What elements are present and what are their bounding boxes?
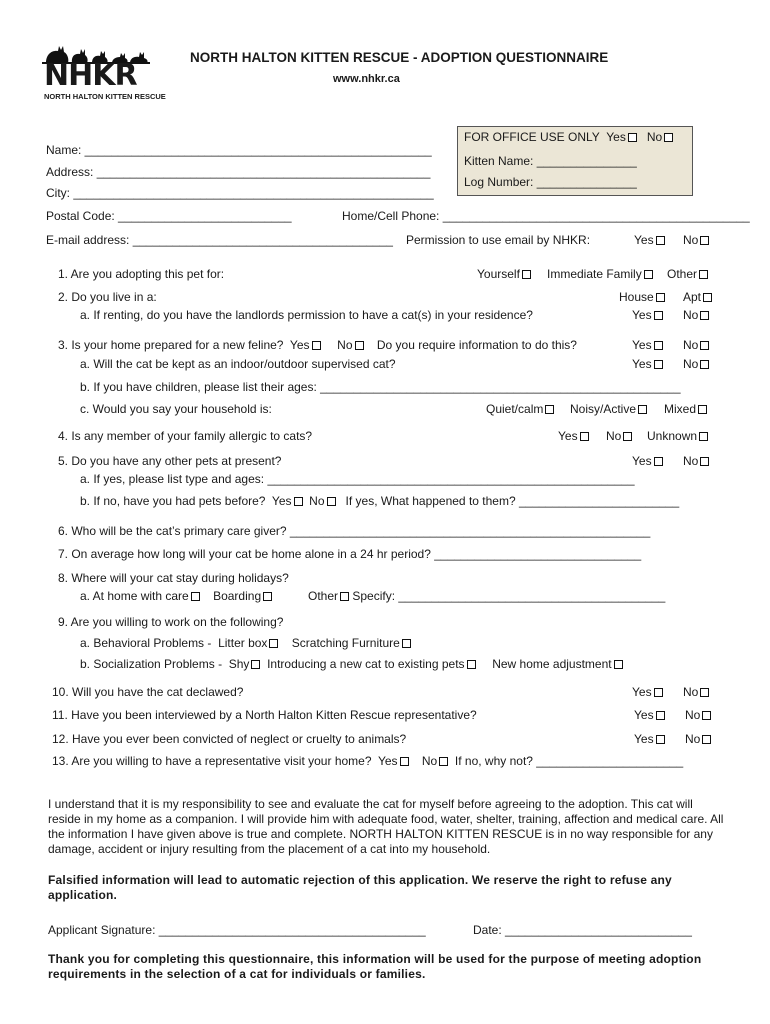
- checkbox[interactable]: [614, 660, 623, 669]
- q1-family[interactable]: Immediate Family: [547, 267, 653, 281]
- email-permission-label: Permission to use email by NHKR:: [406, 233, 591, 247]
- q2-house[interactable]: House: [619, 290, 665, 304]
- q11-yes[interactable]: Yes: [634, 708, 665, 722]
- q3-info-yes[interactable]: Yes: [632, 338, 663, 352]
- checkbox[interactable]: [699, 270, 708, 279]
- declaration-text: I understand that it is my responsibility to see and evaluate the cat for myself before agreeing to the adoption. This cat will reside in my home as a companion. I will provide him with adequate food, water, shelter, training, affection and medical care. All the information I have given above is true and complete. NORTH HALTON KITTEN RESCUE is in no way responsible for any damage, accident or injury resulting from the placement of a cat into my household.: [48, 797, 724, 856]
- checkbox[interactable]: [654, 457, 663, 466]
- checkbox[interactable]: [545, 405, 554, 414]
- question-8: 8. Where will your cat stay during holidays?: [58, 571, 289, 585]
- q4-unknown[interactable]: Unknown: [647, 429, 708, 443]
- checkbox[interactable]: [191, 592, 200, 601]
- question-5: 5. Do you have any other pets at present?: [58, 454, 282, 468]
- question-5b: b. If no, have you had pets before? Yes No If yes, What happened to them? ________________________: [80, 494, 680, 508]
- logo-letters: NHKR: [44, 58, 137, 93]
- warning-text: Falsified information will lead to automatic rejection of this application. We reserve the right to refuse any application.: [48, 873, 672, 902]
- question-7[interactable]: 7. On average how long will your cat be home alone in a 24 hr period? _______________________________: [58, 547, 642, 561]
- checkbox[interactable]: [402, 639, 411, 648]
- website-url: www.nhkr.ca: [333, 73, 400, 85]
- q12-yes[interactable]: Yes: [634, 732, 665, 746]
- checkbox[interactable]: [312, 341, 321, 350]
- question-3a: a. Will the cat be kept as an indoor/outdoor supervised cat?: [80, 357, 396, 371]
- email-permission-yes[interactable]: Yes: [634, 233, 665, 247]
- office-heading: FOR OFFICE USE ONLY Yes No: [464, 130, 673, 144]
- question-2a: a. If renting, do you have the landlords permission to have a cat(s) in your residence?: [80, 308, 533, 322]
- date-field[interactable]: Date: ____________________________: [473, 923, 692, 937]
- checkbox[interactable]: [327, 497, 336, 506]
- checkbox[interactable]: [467, 660, 476, 669]
- q10-yes[interactable]: Yes: [632, 685, 663, 699]
- checkbox[interactable]: [700, 311, 709, 320]
- checkbox[interactable]: [439, 757, 448, 766]
- question-10: 10. Will you have the cat declawed?: [52, 685, 244, 699]
- log-number-field[interactable]: Log Number: _______________: [464, 175, 637, 189]
- checkbox[interactable]: [700, 360, 709, 369]
- checkbox[interactable]: [654, 688, 663, 697]
- signature-field[interactable]: Applicant Signature: ________________________________________: [48, 923, 426, 937]
- question-3c: c. Would you say your household is:: [80, 402, 272, 416]
- checkbox[interactable]: [656, 236, 665, 245]
- checkbox[interactable]: [580, 432, 589, 441]
- question-6[interactable]: 6. Who will be the cat’s primary care giver? ______________________________________________________: [58, 524, 651, 538]
- city-field[interactable]: City: ______________________________________________________: [46, 186, 434, 200]
- question-2: 2. Do you live in a:: [58, 290, 157, 304]
- question-9a: a. Behavioral Problems - Litter box Scratching Furniture: [80, 636, 411, 650]
- question-3b[interactable]: b. If you have children, please list their ages: ______________________________________________________: [80, 380, 681, 394]
- checkbox[interactable]: [702, 711, 711, 720]
- question-1: 1. Are you adopting this pet for:: [58, 267, 225, 281]
- checkbox[interactable]: [654, 341, 663, 350]
- checkbox[interactable]: [355, 341, 364, 350]
- checkbox[interactable]: [700, 457, 709, 466]
- q4-no[interactable]: No: [606, 429, 632, 443]
- checkbox[interactable]: [654, 311, 663, 320]
- logo-subtitle: NORTH HALTON KITTEN RESCUE: [44, 92, 166, 101]
- checkbox[interactable]: [400, 757, 409, 766]
- checkbox[interactable]: [522, 270, 531, 279]
- email-field[interactable]: E-mail address: _______________________________________: [46, 233, 393, 247]
- checkbox[interactable]: [700, 688, 709, 697]
- question-11: 11. Have you been interviewed by a North Halton Kitten Rescue representative?: [52, 708, 477, 722]
- checkbox[interactable]: [654, 360, 663, 369]
- address-field[interactable]: Address: __________________________________________________: [46, 165, 431, 179]
- checkbox[interactable]: [269, 639, 278, 648]
- phone-field[interactable]: Home/Cell Phone: ______________________________________________: [342, 209, 750, 223]
- q10-no[interactable]: No: [683, 685, 709, 699]
- question-5a[interactable]: a. If yes, please list type and ages: _______________________________________________________: [80, 472, 635, 486]
- question-8a: a. At home with care Boarding: [80, 589, 272, 603]
- question-13: 13. Are you willing to have a representative visit your home? Yes No If no, why not? ______________________: [52, 754, 684, 768]
- q1-yourself[interactable]: Yourself: [477, 267, 531, 281]
- q3c-mixed[interactable]: Mixed: [664, 402, 707, 416]
- postal-code-field[interactable]: Postal Code: __________________________: [46, 209, 292, 223]
- q5-no[interactable]: No: [683, 454, 709, 468]
- checkbox[interactable]: [644, 270, 653, 279]
- question-4: 4. Is any member of your family allergic to cats?: [58, 429, 313, 443]
- checkbox[interactable]: [699, 432, 708, 441]
- checkbox[interactable]: [702, 735, 711, 744]
- question-9: 9. Are you willing to work on the following?: [58, 615, 284, 629]
- q2a-no[interactable]: No: [683, 308, 709, 322]
- question-3: 3. Is your home prepared for a new feline? Yes No Do you require information to do this?: [58, 338, 577, 352]
- checkbox[interactable]: [656, 735, 665, 744]
- email-permission-no[interactable]: No: [683, 233, 709, 247]
- q3a-no[interactable]: No: [683, 357, 709, 371]
- q3c-noisy[interactable]: Noisy/Active: [570, 402, 647, 416]
- q3c-quiet[interactable]: Quiet/calm: [486, 402, 554, 416]
- checkbox[interactable]: [340, 592, 349, 601]
- q5-yes[interactable]: Yes: [632, 454, 663, 468]
- q3a-yes[interactable]: Yes: [632, 357, 663, 371]
- question-12: 12. Have you ever been convicted of neglect or cruelty to animals?: [52, 732, 407, 746]
- name-field[interactable]: Name: ____________________________________________________: [46, 143, 432, 157]
- checkbox[interactable]: [294, 497, 303, 506]
- nhkr-logo: [42, 42, 166, 104]
- checkbox[interactable]: [698, 405, 707, 414]
- checkbox[interactable]: [656, 711, 665, 720]
- checkbox[interactable]: [656, 293, 665, 302]
- question-9b: b. Socialization Problems - Shy Introducing a new cat to existing pets New home adjustment: [80, 657, 623, 671]
- page-title: NORTH HALTON KITTEN RESCUE - ADOPTION QUESTIONNAIRE: [190, 50, 609, 65]
- q1-other[interactable]: Other: [667, 267, 708, 281]
- checkbox[interactable]: [638, 405, 647, 414]
- q2-apt[interactable]: Apt: [683, 290, 712, 304]
- q4-yes[interactable]: Yes: [558, 429, 589, 443]
- q12-no[interactable]: No: [685, 732, 711, 746]
- checkbox[interactable]: [703, 293, 712, 302]
- checkbox[interactable]: [700, 341, 709, 350]
- office-yes-checkbox[interactable]: [628, 133, 637, 142]
- checkbox[interactable]: [700, 236, 709, 245]
- checkbox[interactable]: [263, 592, 272, 601]
- q11-no[interactable]: No: [685, 708, 711, 722]
- office-use-box: [457, 126, 693, 196]
- office-no-checkbox[interactable]: [664, 133, 673, 142]
- checkbox[interactable]: [623, 432, 632, 441]
- q8a-other[interactable]: Other Specify: ________________________________________: [308, 589, 666, 603]
- checkbox[interactable]: [251, 660, 260, 669]
- q2a-yes[interactable]: Yes: [632, 308, 663, 322]
- thank-you-text: Thank you for completing this questionnaire, this information will be used for the purpose of meeting adoption requirements in the selection of a cat for individuals or families.: [48, 952, 702, 981]
- q3-info-no[interactable]: No: [683, 338, 709, 352]
- kitten-name-field[interactable]: Kitten Name: _______________: [464, 154, 637, 168]
